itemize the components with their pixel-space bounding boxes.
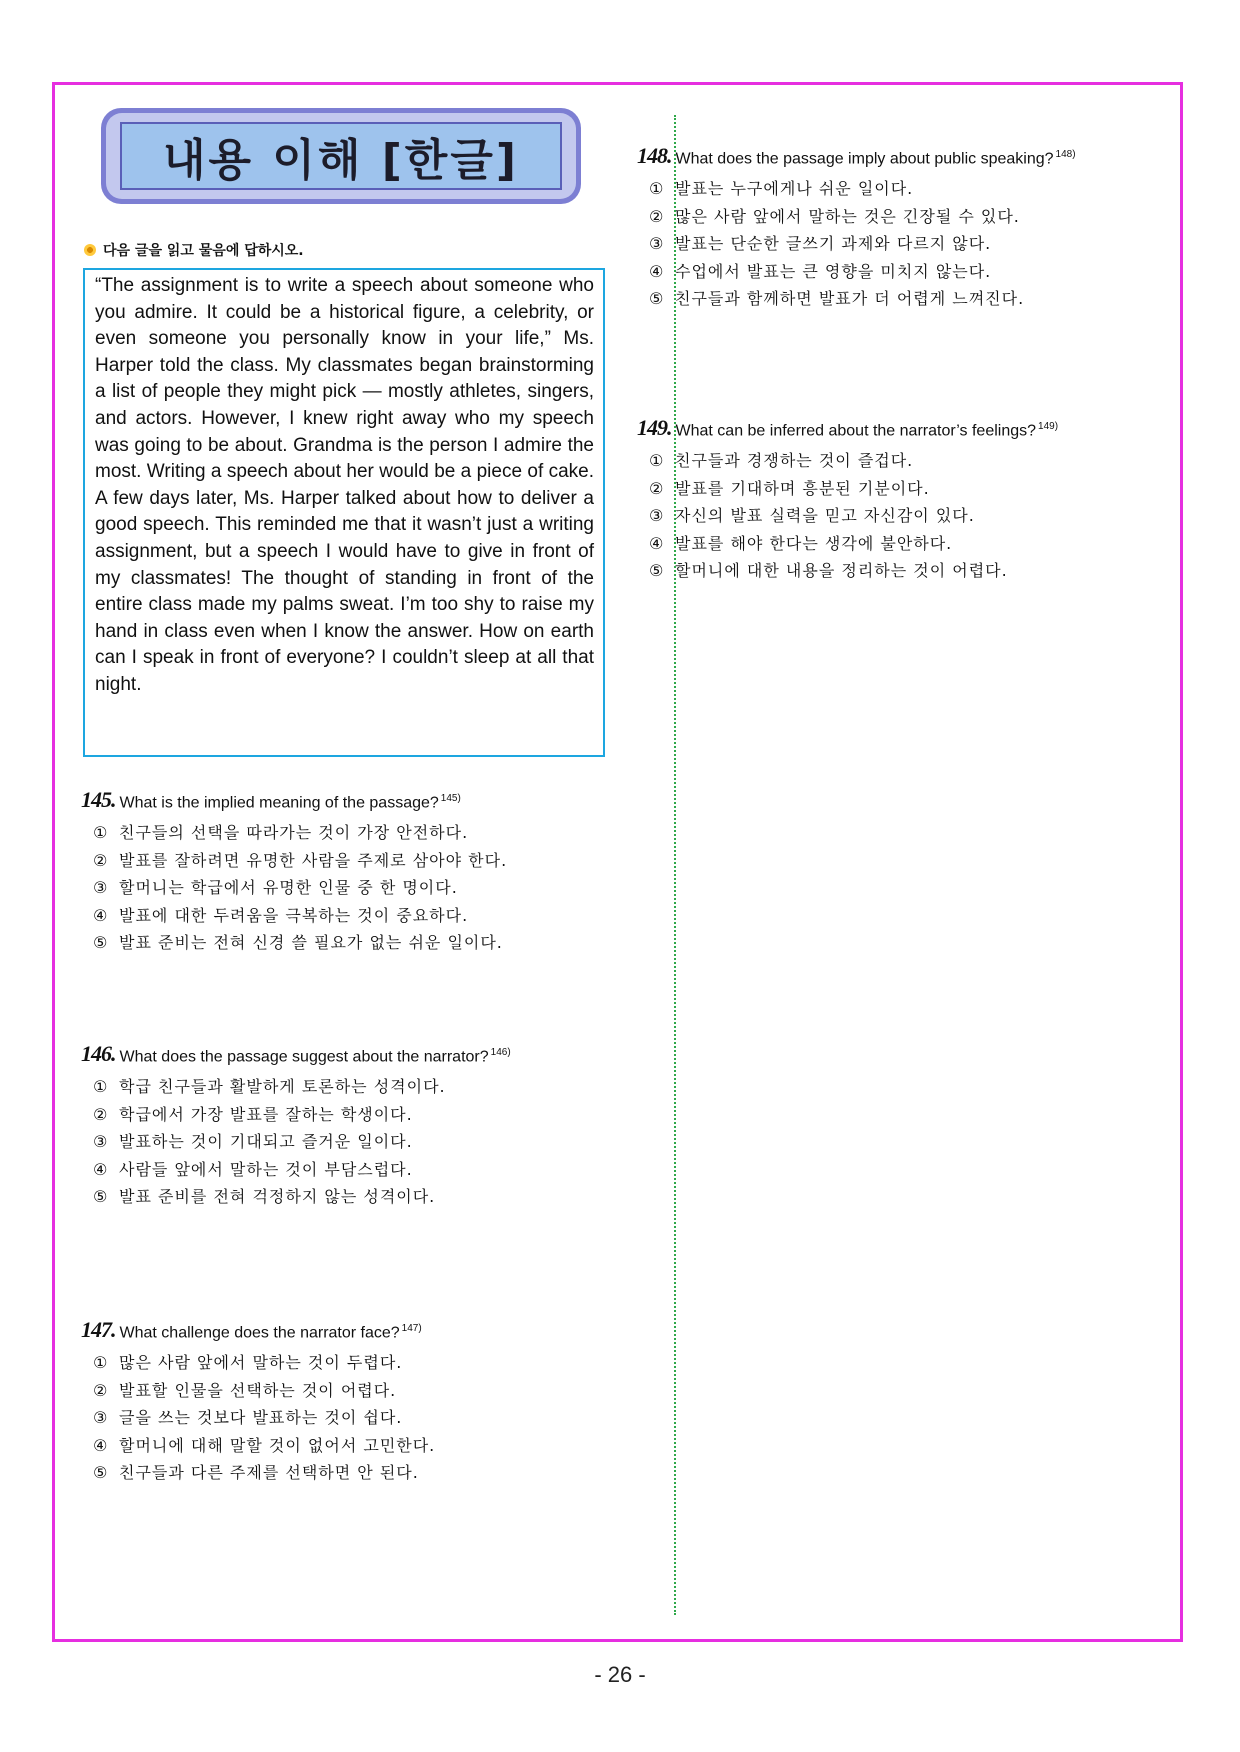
answer-options bbox=[637, 447, 1177, 585]
section-banner bbox=[101, 108, 581, 204]
question-header bbox=[81, 789, 621, 813]
question-148 bbox=[637, 145, 1157, 313]
option-2[interactable]: ② 학급에서 가장 발표를 잘하는 학생이다. bbox=[93, 1104, 413, 1124]
option-5[interactable]: ⑤ 발표 준비는 전혀 신경 쓸 필요가 없는 쉬운 일이다. bbox=[93, 933, 503, 953]
banner-inner bbox=[106, 113, 576, 199]
option-1[interactable]: ① 친구들의 선택을 따라가는 것이 가장 안전하다. bbox=[93, 823, 469, 843]
answer-options bbox=[637, 175, 1157, 313]
question-149 bbox=[637, 417, 1177, 585]
option-4[interactable]: ④ 할머니에 대해 말할 것이 없어서 고민한다. bbox=[93, 1435, 436, 1455]
option-5[interactable]: ⑤ 할머니에 대한 내용을 정리하는 것이 어렵다. bbox=[649, 561, 1008, 581]
option-5[interactable]: ⑤ 친구들과 함께하면 발표가 더 어렵게 느껴진다. bbox=[649, 289, 1025, 309]
option-5[interactable]: ⑤ 친구들과 다른 주제를 선택하면 안 된다. bbox=[93, 1463, 419, 1483]
column-divider bbox=[674, 115, 676, 1615]
instruction-text: 다음 글을 읽고 물음에 답하시오. bbox=[103, 243, 304, 259]
question-number: 148. bbox=[637, 143, 672, 169]
option-4[interactable]: ④ 사람들 앞에서 말하는 것이 부담스럽다. bbox=[93, 1159, 413, 1179]
question-header bbox=[637, 145, 1157, 169]
footnote-ref: 146) bbox=[490, 1047, 511, 1058]
question-number: 147. bbox=[81, 1317, 116, 1343]
question-header bbox=[81, 1319, 621, 1343]
reading-passage: “The assignment is to write a speech about someone who you admire. It could be a historical figure, a celebrity, or even someone you personally know in your life,” Ms. Harper told the class. My classmates began brainstorming a list of people they might pick — mostly athletes, singers, and actors. However, I knew right away who my speech was going to be about. Grandma is the person I admire the most. Writing a speech about her would be a piece of cake. A few days later, Ms. Harper talked about how to deliver a good speech. This reminded me that it wasn’t just a writing assignment, but a speech I would have to give in front of my classmates! The thought of standing in front of the entire class made my palms sweat. I’m too shy to raise my hand in class even when I know the answer. How on earth can I speak in front of everyone? I couldn’t sleep at all that night. bbox=[83, 268, 605, 757]
question-text: What does the passage imply about public speaking? $^{148)}$ bbox=[675, 149, 1076, 168]
question-146 bbox=[81, 1043, 601, 1211]
option-4[interactable]: ④ 발표를 해야 한다는 생각에 불안하다. bbox=[649, 533, 953, 553]
page-frame bbox=[52, 82, 1183, 1642]
question-145 bbox=[81, 789, 621, 957]
footnote-ref: 145) bbox=[440, 793, 461, 804]
option-3[interactable]: ③ 할머니는 학급에서 유명한 인물 중 한 명이다. bbox=[93, 878, 458, 898]
question-147 bbox=[81, 1319, 621, 1487]
page-number: - 26 - bbox=[594, 1662, 646, 1687]
option-5[interactable]: ⑤ 발표 준비를 전혀 걱정하지 않는 성격이다. bbox=[93, 1187, 436, 1207]
option-1[interactable]: ① 많은 사람 앞에서 말하는 것이 두렵다. bbox=[93, 1353, 403, 1373]
option-2[interactable]: ② 발표를 잘하려면 유명한 사람을 주제로 삼아야 한다. bbox=[93, 850, 508, 870]
answer-options bbox=[81, 1349, 621, 1487]
option-4[interactable]: ④ 발표에 대한 두려움을 극복하는 것이 중요하다. bbox=[93, 905, 469, 925]
flower-icon bbox=[83, 243, 97, 257]
option-4[interactable]: ④ 수업에서 발표는 큰 영향을 미치지 않는다. bbox=[649, 261, 992, 281]
page-title: 내용 이해 [한글] bbox=[120, 122, 562, 190]
instruction bbox=[83, 240, 304, 260]
option-3[interactable]: ③ 발표하는 것이 기대되고 즐거운 일이다. bbox=[93, 1132, 413, 1152]
option-1[interactable]: ① 학급 친구들과 활발하게 토론하는 성격이다. bbox=[93, 1077, 446, 1097]
question-number: 146. bbox=[81, 1041, 116, 1067]
footnote-ref: 148) bbox=[1055, 149, 1076, 160]
question-number: 145. bbox=[81, 787, 116, 813]
option-3[interactable]: ③ 글을 쓰는 것보다 발표하는 것이 쉽다. bbox=[93, 1408, 403, 1428]
option-1[interactable]: ① 발표는 누구에게나 쉬운 일이다. bbox=[649, 179, 914, 199]
option-1[interactable]: ① 친구들과 경쟁하는 것이 즐겁다. bbox=[649, 451, 914, 471]
question-text: What challenge does the narrator face? $^{147)}$ bbox=[119, 1323, 422, 1342]
footnote-ref: 149) bbox=[1038, 421, 1059, 432]
option-3[interactable]: ③ 자신의 발표 실력을 믿고 자신감이 있다. bbox=[649, 506, 975, 526]
question-header bbox=[637, 417, 1177, 441]
option-2[interactable]: ② 발표할 인물을 선택하는 것이 어렵다. bbox=[93, 1380, 397, 1400]
answer-options bbox=[81, 819, 621, 957]
question-text: What is the implied meaning of the passage? $^{145)}$ bbox=[119, 793, 461, 812]
answer-options bbox=[81, 1073, 601, 1211]
question-text: What does the passage suggest about the narrator? $^{146)}$ bbox=[119, 1047, 511, 1066]
option-2[interactable]: ② 많은 사람 앞에서 말하는 것은 긴장될 수 있다. bbox=[649, 206, 1020, 226]
question-text: What can be inferred about the narrator’s feelings? $^{149)}$ bbox=[675, 421, 1059, 440]
option-3[interactable]: ③ 발표는 단순한 글쓰기 과제와 다르지 않다. bbox=[649, 234, 992, 254]
question-header bbox=[81, 1043, 601, 1067]
footnote-ref: 147) bbox=[401, 1323, 422, 1334]
option-2[interactable]: ② 발표를 기대하며 흥분된 기분이다. bbox=[649, 478, 930, 498]
question-number: 149. bbox=[637, 415, 672, 441]
